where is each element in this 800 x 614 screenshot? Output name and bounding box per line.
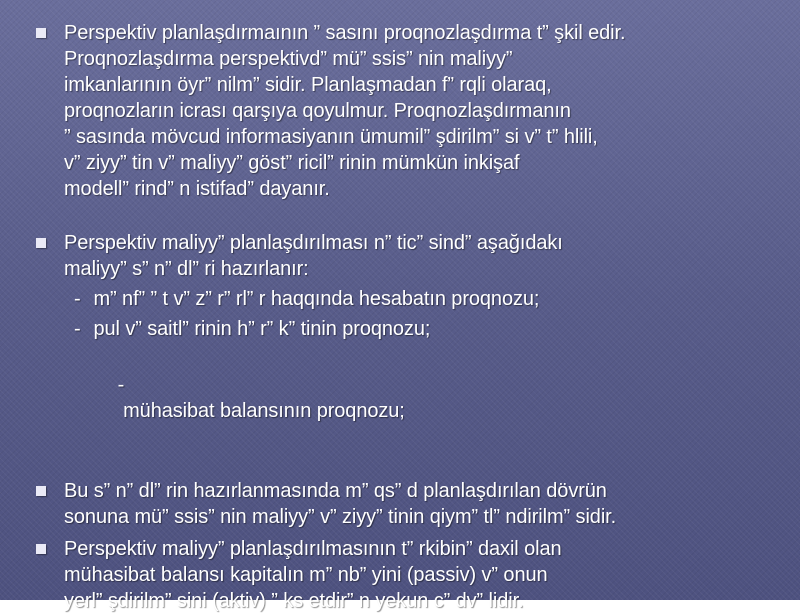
sub-item-text: mühasibat balansının proqnozu; bbox=[117, 400, 405, 422]
dash-marker: - bbox=[74, 288, 81, 310]
bullet-paragraph-4 bbox=[36, 536, 776, 614]
text-line: modell” rind” n istifad” dayanır. bbox=[64, 178, 330, 200]
text-line: v” ziyy” tin v” maliyy” göst” ricil” rinin mümkün inkişaf bbox=[64, 152, 520, 174]
sub-item bbox=[64, 346, 776, 450]
text-line: imkanlarının öyr” nilm” sidir. Planlaşmadan f” rqli olaraq, bbox=[64, 74, 552, 96]
bullet-paragraph-1 bbox=[36, 20, 776, 202]
text-line: Bu s” n” dl” rin hazırlanmasında m” qs” d planlaşdırılan dövrün bbox=[64, 480, 607, 502]
bullet-paragraph-2 bbox=[36, 230, 776, 450]
text-line: mühasibat balansı kapitalın m” nb” yini (passiv) v” onun bbox=[64, 564, 548, 586]
text-line: Perspektiv maliyy” planlaşdırılması n” tic” sind” aşağıdakı bbox=[64, 232, 563, 254]
square-bullet-icon bbox=[36, 544, 46, 554]
text-line: Perspektiv maliyy” planlaşdırılmasının t” rkibin” daxil olan bbox=[64, 538, 562, 560]
text-line: Perspektiv planlaşdırmaının ” sasını proqnozlaşdırma t” şkil edir. bbox=[64, 22, 626, 44]
sub-item-text: pul v” saitl” rinin h” r” k” tinin proqnozu; bbox=[93, 318, 431, 340]
sub-item bbox=[64, 286, 776, 312]
square-bullet-icon bbox=[36, 238, 46, 248]
text-line: ” sasında mövcud informasiyanın ümumil” şdirilm” si v” t” hlili, bbox=[64, 126, 598, 148]
text-line: sonuna mü” ssis” nin maliyy” v” ziyy” tinin qiym” tl” ndirilm” sidir. bbox=[64, 506, 617, 528]
slide-content bbox=[36, 20, 776, 614]
text-line: yerl” şdirilm” sini (aktiv) ” ks etdir” n yekun c” dv” lidir. bbox=[64, 590, 524, 612]
text-line: Proqnozlaşdırma perspektivd” mü” ssis” nin maliyy” bbox=[64, 48, 513, 70]
dash-marker: - bbox=[117, 374, 125, 396]
square-bullet-icon bbox=[36, 486, 46, 496]
text-line: proqnozların icrası qarşıya qoyulmur. Proqnozlaşdırmanın bbox=[64, 100, 571, 122]
sub-item bbox=[64, 316, 776, 342]
bullet-paragraph-3 bbox=[36, 478, 776, 530]
text-line: maliyy” s” n” dl” ri hazırlanır: bbox=[64, 258, 309, 280]
dash-marker: - bbox=[74, 318, 81, 340]
sub-item-text: m” nf” ” t v” z” r” rl” r haqqında hesabatın proqnozu; bbox=[93, 288, 540, 310]
square-bullet-icon bbox=[36, 28, 46, 38]
